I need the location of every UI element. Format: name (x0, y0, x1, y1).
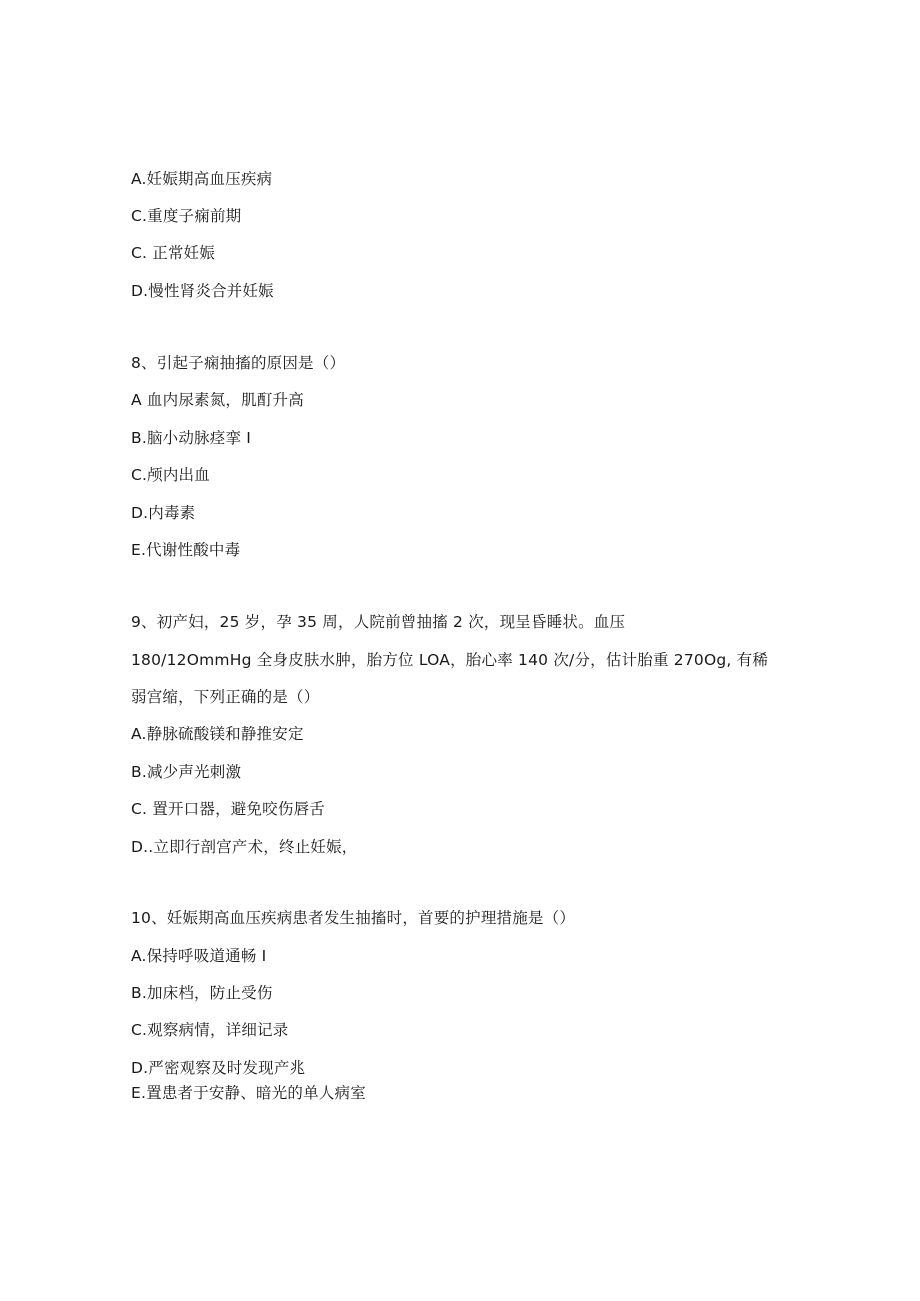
q8-option-a: A 血内尿素氮，肌酊升高 (131, 391, 304, 409)
q10-option-e: E.置患者于安静、暗光的单人病室 (131, 1084, 366, 1102)
q7-option-a: A.妊娠期高血压疾病 (131, 170, 273, 188)
q8-option-b: B.脑小动脉痉挛 I (131, 429, 252, 447)
q9-stem-line-3: 弱宫缩，下列正确的是（） (131, 688, 320, 706)
q9-option-c: C. 置开口器，避免咬伤唇舌 (131, 800, 325, 818)
q7-option-c2: C. 正常妊娠 (131, 244, 216, 262)
q7-option-d: D.慢性肾炎合并妊娠 (131, 282, 274, 300)
q10-stem: 10、妊娠期高血压疾病患者发生抽搐时，首要的护理措施是（） (131, 909, 576, 927)
q8-option-d: D.内毒素 (131, 504, 196, 522)
q8-option-c: C.颅内出血 (131, 466, 210, 484)
q10-option-d: D.严密观察及时发现产兆 (131, 1059, 306, 1077)
q9-option-d: D..立即行剖宫产术，终止妊娠， (131, 838, 358, 856)
q8-option-e: E.代谢性酸中毒 (131, 541, 241, 559)
q10-option-c: C.观察病情，详细记录 (131, 1021, 289, 1039)
q10-option-a: A.保持呼吸道通畅 I (131, 947, 267, 965)
q7-option-c: C.重度子痫前期 (131, 207, 242, 225)
q9-stem-line-1: 9、初产妇，25 岁，孕 35 周，人院前曾抽搐 2 次，现呈昏睡状。血压 (131, 613, 626, 631)
q10-option-b: B.加床档，防止受伤 (131, 984, 273, 1002)
q9-stem-line-2: 180/12OmmHg 全身皮肤水肿，胎方位 LOA，胎心率 140 次/分，估计胎重 270Og, 有稀 (131, 651, 769, 669)
q8-stem: 8、引起子痫抽搐的原因是（） (131, 354, 346, 372)
q9-option-a: A.静脉硫酸镁和静推安定 (131, 725, 304, 743)
q9-option-b: B.减少声光刺激 (131, 763, 242, 781)
